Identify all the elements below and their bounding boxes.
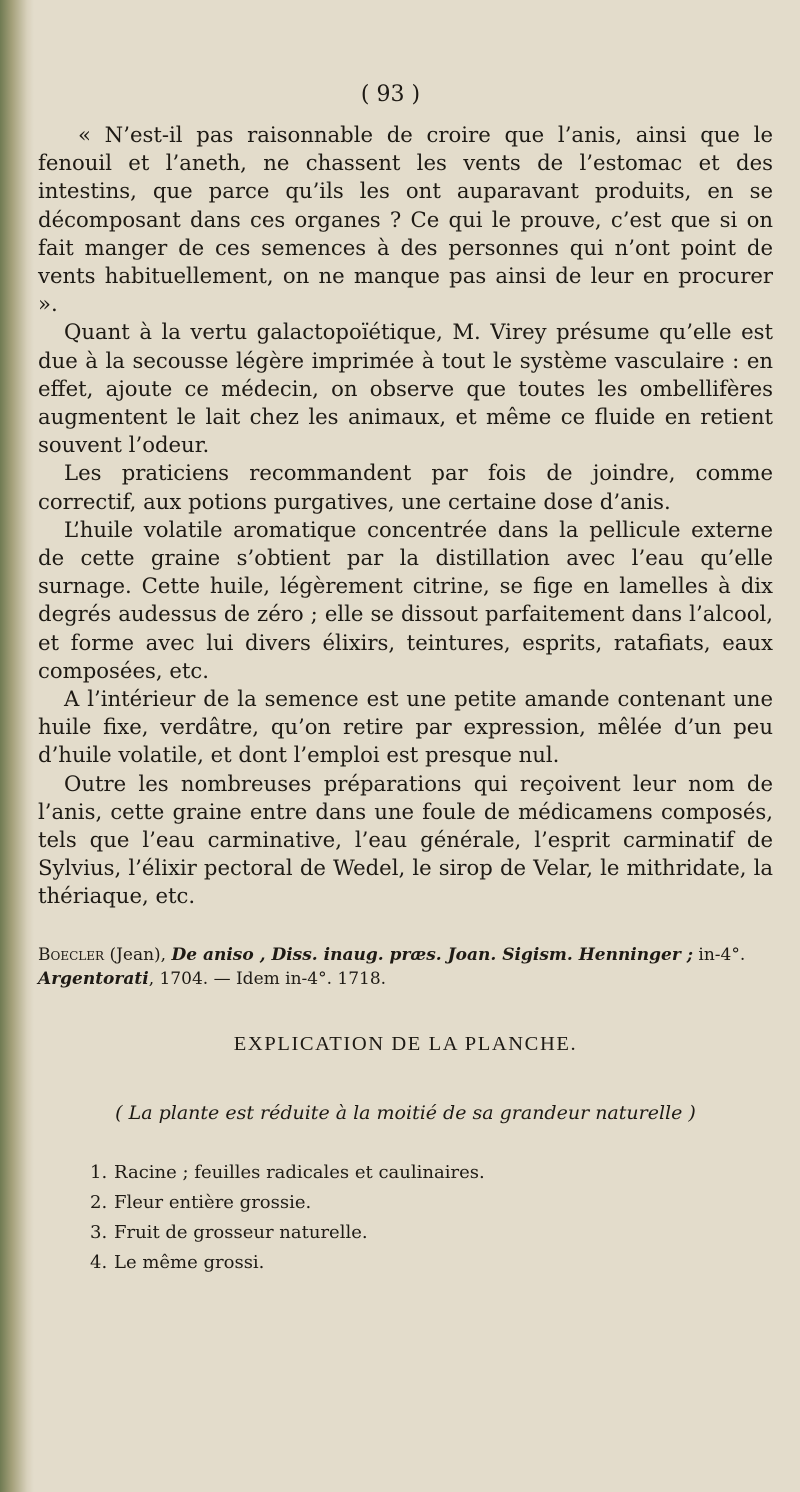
page-binding-edge (0, 0, 34, 1492)
reference-title: De aniso , Diss. inaug. præs. Joan. Sigism. Henninger ; (171, 944, 693, 965)
legend-item (90, 1188, 773, 1218)
legend-number: 4. (90, 1251, 108, 1273)
paragraph: Quant à la vertu galactopoïétique, M. Virey présume qu’elle est due à la secousse légère imprimée à tout le système vasculaire : en effet, ajoute ce médecin, on observe que toutes les ombellifères augmentent le lait chez les animaux, et même ce fluide en retient souvent l’odeur. (38, 319, 773, 458)
legend-item (90, 1248, 773, 1278)
bibliographic-reference (38, 943, 773, 991)
legend-item (90, 1218, 773, 1248)
paragraph: Outre les nombreuses préparations qui reçoivent leur nom de l’anis, cette graine entre dans une foule de médicamens composés, tels que l’eau carminative, l’eau générale, l’esprit carminatif de Sylvius, l’élixir pectoral de Wedel, le sirop de Velar, le mithridate, la thériaque, etc. (38, 770, 773, 909)
plate-legend (90, 1158, 773, 1278)
paragraph: Les praticiens recommandent par fois de joindre, comme correctif, aux potions purgatives, une certaine dose d’anis. (38, 460, 773, 514)
paragraph: « N’est-il pas raisonnable de croire que l’anis, ainsi que le fenouil et l’aneth, ne chassent les vents de l’estomac et des intestins, que parce qu’ils les ont auparavant produits, en se décomposant dans ces organes ? Ce qui le prouve, c’est que si on fait manger de ces semences à des personnes qui n’ont point de vents habituellement, on ne manque pas ainsi de leur en procurer ». (38, 122, 773, 317)
reference-place: Argentorati (38, 968, 149, 989)
reference-author: Boecler (38, 944, 105, 965)
page-content (38, 82, 773, 1278)
plate-scale-note: ( La plante est réduite à la moitié de sa grandeur naturelle ) (115, 1101, 696, 1124)
reference-author-first: (Jean), (104, 944, 172, 965)
legend-text: Le même grossi. (114, 1251, 265, 1273)
legend-number: 3. (90, 1221, 108, 1243)
plate-explanation-title: EXPLICATION DE LA PLANCHE. (233, 1032, 578, 1055)
legend-number: 2. (90, 1191, 108, 1213)
legend-text: Fruit de grosseur naturelle. (114, 1221, 368, 1243)
paragraph: A l’intérieur de la semence est une petite amande contenant une huile fixe, verdâtre, qu’on retire par expression, mêlée d’un peu d’huile volatile, et dont l’emploi est presque nul. (38, 686, 773, 768)
reference-dates: , 1704. — Idem in-4°. 1718. (148, 968, 387, 989)
page-number: ( 93 ) (360, 82, 421, 107)
legend-number: 1. (90, 1161, 108, 1183)
legend-item (90, 1158, 773, 1188)
legend-text: Racine ; feuilles radicales et caulinaires. (114, 1161, 485, 1183)
legend-text: Fleur entière grossie. (114, 1191, 312, 1213)
reference-format: in-4°. (692, 944, 746, 965)
paragraph: L’huile volatile aromatique concentrée dans la pellicule externe de cette graine s’obtient par la distillation avec l’eau qu’elle surnage. Cette huile, légèrement citrine, se fige en lamelles à dix degrés audessus de zéro ; elle se dissout parfaitement dans l’alcool, et forme avec lui divers élixirs, teintures, esprits, ratafiats, eaux composées, etc. (38, 516, 773, 683)
